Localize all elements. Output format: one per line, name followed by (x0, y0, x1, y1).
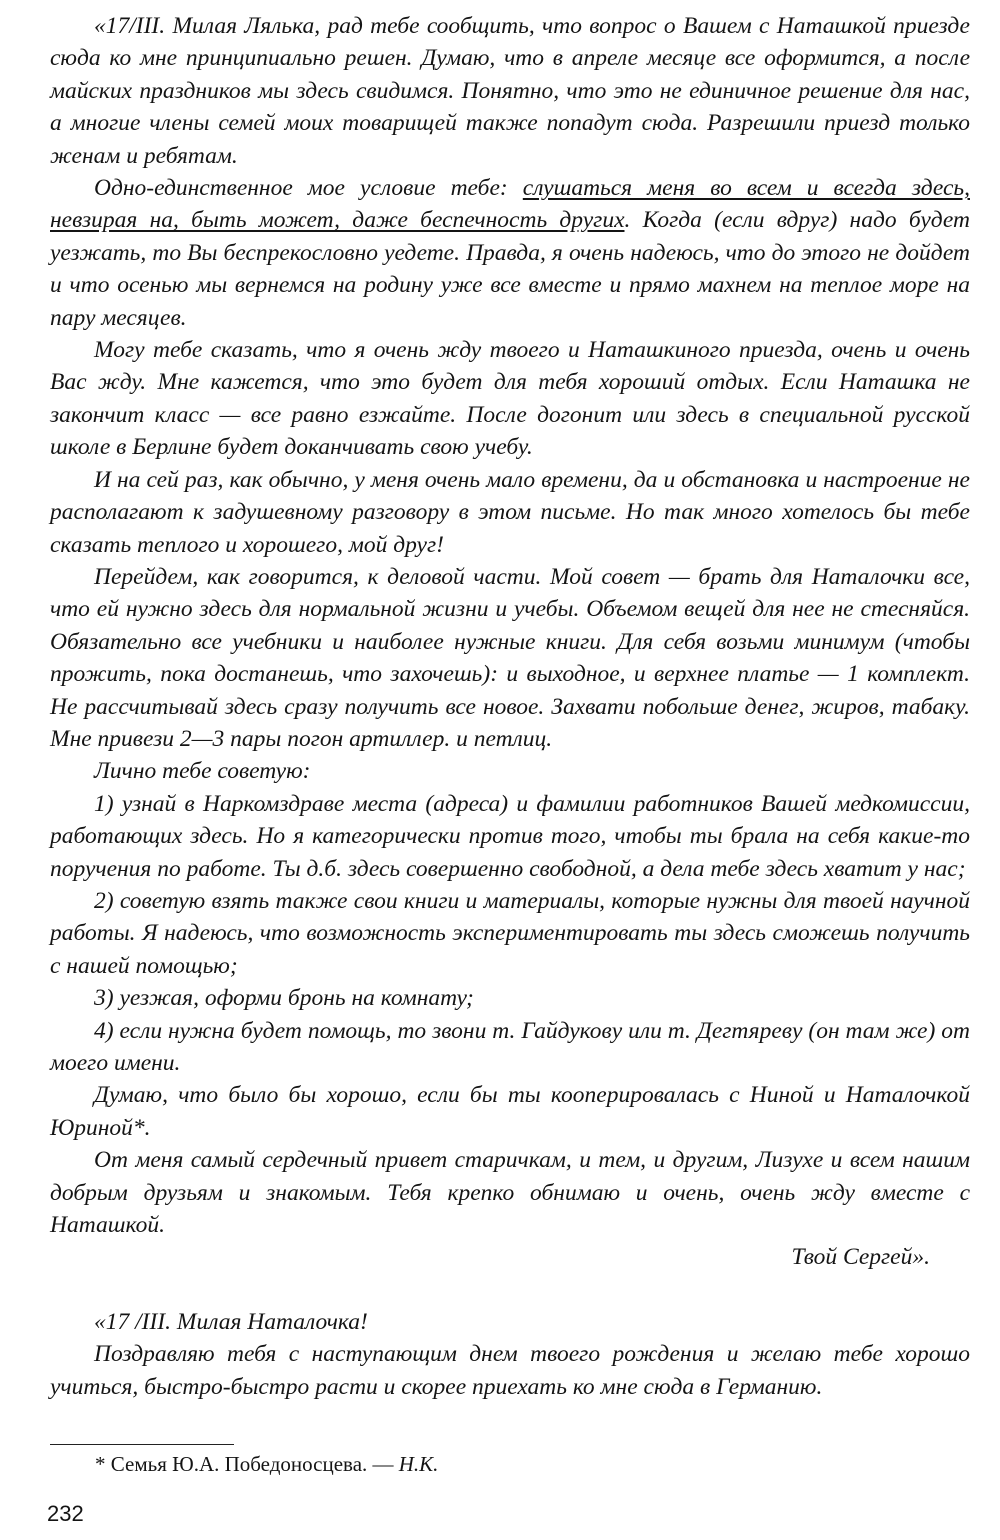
letter1-underlined-condition: слушаться меня во всем и всегда здесь, невзирая на, быть может, даже беспечность других (50, 175, 970, 234)
letter1-paragraph-7: Думаю, что было бы хорошо, если бы ты кооперировалась с Ниной и Наталочкой Юриной*. (50, 1082, 970, 1141)
letter1-paragraph-3: Могу тебе сказать, что я очень жду твоего и Наташкиного приезда, очень и очень Вас жду. Мне кажется, что это будет для тебя хороший отдых. Если Наташка не закончит класс — все равно езжайте. После догонит или здесь в специальной русской школе в Берлине будет доканчивать свою учебу. (50, 337, 970, 461)
page-number: 232 (47, 1501, 84, 1526)
letter1-signature-row (50, 1241, 970, 1273)
letter1-signature: Твой Сергей». (791, 1244, 930, 1271)
letter1-paragraph-8: От меня самый сердечный привет старичкам, и тем, и другим, Лизухе и всем нашим добрым друзьям и знакомым. Тебя крепко обнимаю и очень, очень жду вместе с Наташкой. (50, 1147, 970, 1239)
letter2-paragraph-1: Поздравляю тебя с наступающим днем твоего рождения и желаю тебе хорошо учиться, быстро-быстро расти и скорее приехать ко мне сюда в Германию. (50, 1341, 970, 1400)
letter1-paragraph-2-end: . Когда (если вдруг) надо будет уезжать, то Вы беспрекословно уедете. Правда, я очень надеюсь, что до этого не дойдет и что осенью мы вернемся на родину уже все вместе и прямо махнем на теплое море на пару месяцев. (50, 207, 970, 331)
letter1-paragraph-6: Лично тебе советую: (94, 758, 311, 785)
footnote-text: * Семья Ю.А. Победоносцева. — (95, 1452, 399, 1476)
document-page (50, 10, 970, 1403)
letter1-paragraph-4: И на сей раз, как обычно, у меня очень мало времени, да и обстановка и настроение не располагают к задушевному разговору в этом письме. Но так много хотелось бы тебе сказать теплого и хорошего, мой друг! (50, 466, 970, 558)
footnote (95, 1450, 438, 1478)
letter1-paragraph-2-start: Одно-единственное мое условие тебе: (94, 175, 523, 202)
footnote-author: Н.К. (398, 1452, 439, 1476)
letter1-list-item-3: 3) уезжая, оформи бронь на комнату; (94, 985, 474, 1012)
letter2-greeting: «17 /III. Милая Наталочка! (94, 1308, 368, 1335)
letter1-paragraph-5: Перейдем, как говорится, к деловой части. Мой совет — брать для Наталочки все, что ей нужно здесь для нормальной жизни и учебы. Объемом вещей для нее не стесняйся. Обязательно все учебники и наиболее нужные книги. Для себя возьми минимум (чтобы прожить, пока достанешь, что захочешь): и выходное, и верхнее платье — 1 комплект. Не рассчитывай здесь сразу получить все новое. Захвати побольше денег, жиров, табаку. Мне привези 2—3 пары погон артиллер. и петлиц. (50, 563, 970, 752)
letter1-list-item-4: 4) если нужна будет помощь, то звони т. Гайдукову или т. Дегтяреву (он там же) от моего имени. (50, 1017, 970, 1076)
letter1-list-item-1: 1) узнай в Наркомздраве места (адреса) и фамилии работников Вашей медкомиссии, работающих здесь. Но я категорически против того, чтобы ты брала на себя какие-то поручения по работе. Ты д.б. здесь совершенно свободной, а дела тебе здесь хватит у нас; (50, 790, 970, 882)
footnote-divider (50, 1444, 234, 1445)
letter1-paragraph-1: «17/III. Милая Лялька, рад тебе сообщить, что вопрос о Вашем с Наташкой приезде сюда ко мне принципиально решен. Думаю, что в апреле месяце все оформится, а после майских праздников мы здесь свидимся. Понятно, что это не единичное решение для нас, а многие члены семей моих товарищей также попадут сюда. Разрешили приезд только женам и ребятам. (50, 13, 970, 169)
letter1-paragraph-2 (50, 172, 970, 334)
letter1-list-item-2: 2) советую взять также свои книги и материалы, которые нужны для твоей научной работы. Я надеюсь, что возможность экспериментировать ты здесь сможешь получить с нашей помощью; (50, 887, 970, 979)
